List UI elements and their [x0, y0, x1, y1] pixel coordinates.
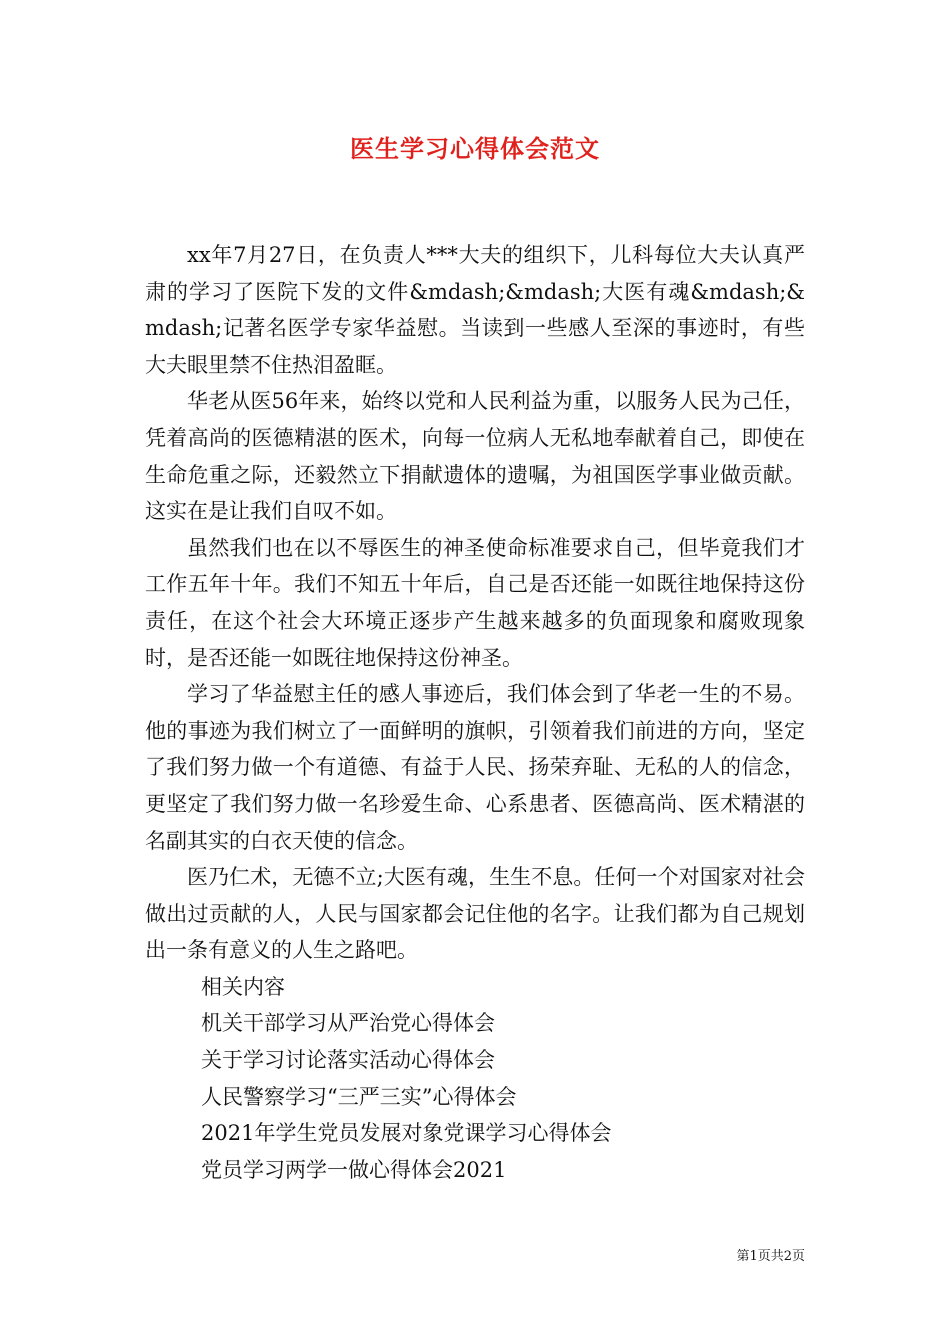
related-link-3[interactable]: 人民警察学习“三严三实”心得体会 [201, 1084, 517, 1109]
paragraph-2: 华老从医56年来，始终以党和人民利益为重，以服务人民为己任，凭着高尚的医德精湛的医术，向每一位病人无私地奉献着自己，即使在生命危重之际，还毅然立下捐献遗体的遗嘱，为祖国医学事业做贡献。这实在是让我们自叹不如。 [145, 389, 805, 524]
document-title: 医生学习心得体会范文 [350, 134, 600, 163]
document-body [145, 237, 805, 1188]
paragraph-1: xx年7月27日，在负责人***大夫的组织下，儿科每位大夫认真严肃的学习了医院下发的文件&mdash;&mdash;大医有魂&mdash;&mdash;记著名医学专家华益慰。当读到一些感人至深的事迹时，有些大夫眼里禁不住热泪盈眶。 [145, 243, 805, 377]
related-link-2[interactable]: 关于学习讨论落实活动心得体会 [201, 1048, 495, 1073]
related-link-5[interactable]: 党员学习两学一做心得体会2021 [201, 1157, 507, 1182]
related-content [145, 969, 805, 1189]
related-heading: 相关内容 [201, 974, 285, 999]
paragraph-3: 虽然我们也在以不辱医生的神圣使命标准要求自己，但毕竟我们才工作五年十年。我们不知五十年后，自己是否还能一如既往地保持这份责任，在这个社会大环境正逐步产生越来越多的负面现象和腐败现象时，是否还能一如既往地保持这份神圣。 [145, 535, 805, 670]
page-number: 第1页共2页 [736, 1249, 805, 1264]
paragraph-4: 学习了华益慰主任的感人事迹后，我们体会到了华老一生的不易。他的事迹为我们树立了一面鲜明的旗帜，引领着我们前进的方向，坚定了我们努力做一个有道德、有益于人民、扬荣弃耻、无私的人的信念，更坚定了我们努力做一名珍爱生命、心系患者、医德高尚、医术精湛的名副其实的白衣天使的信念。 [145, 682, 805, 853]
related-link-4[interactable]: 2021年学生党员发展对象党课学习心得体会 [201, 1121, 612, 1146]
related-link-1[interactable]: 机关干部学习从严治党心得体会 [201, 1011, 495, 1036]
paragraph-5: 医乃仁术，无德不立;大医有魂，生生不息。任何一个对国家对社会做出过贡献的人，人民与国家都会记住他的名字。让我们都为自己规划出一条有意义的人生之路吧。 [145, 865, 805, 963]
